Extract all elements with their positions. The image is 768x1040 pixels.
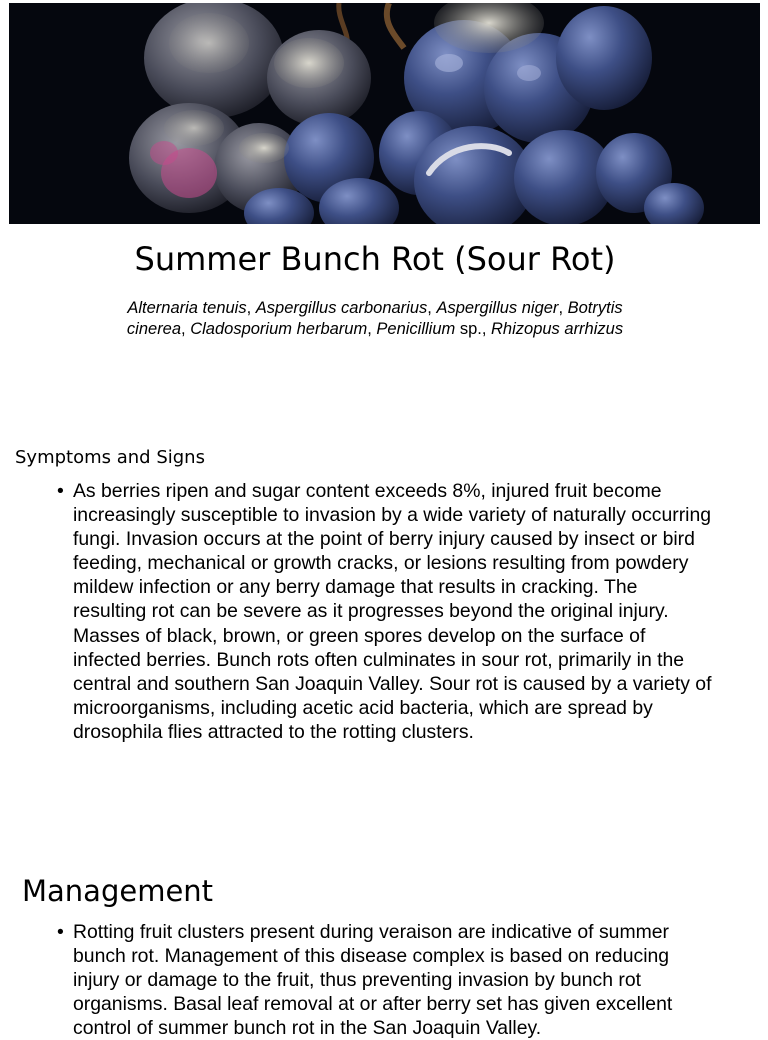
pathogen-name: Penicillium	[376, 320, 456, 338]
separator: ,	[181, 320, 191, 338]
separator: ,	[558, 299, 568, 317]
management-text: Rotting fruit clusters present during veraison are indicative of summer bunch rot. Management of this disease complex is based on reducing injury or damage to the fruit, thus preventing invasion by bunch rot organisms. Basal leaf removal at or after berry set has given excellent control of summer bunch rot in the San Joaquin Valley.	[73, 921, 673, 1040]
symptoms-bullet	[57, 479, 713, 744]
separator: ,	[367, 320, 377, 338]
grape-cluster-photo	[9, 3, 760, 224]
separator: sp.,	[455, 320, 492, 338]
pathogen-list	[100, 298, 650, 340]
symptoms-text: As berries ripen and sugar content exceeds 8%, injured fruit become increasingly susceptible to invasion by a wide variety of naturally occurring fungi. Invasion occurs at the point of berry injury caused by insect or bird feeding, mechanical or growth cracks, or lesions resulting from powdery mildew infection or any berry damage that results in cracking. The resulting rot can be severe as it progresses beyond the original injury. Masses of black, brown, or green spores develop on the surface of infected berries. Bunch rots often culminates in sour rot, primarily in the central and southern San Joaquin Valley. Sour rot is caused by a variety of microorganisms, including acetic acid bacteria, which are spread by drosophila flies attracted to the rotting clusters.	[73, 480, 712, 743]
page-title: Summer Bunch Rot (Sour Rot)	[134, 240, 616, 278]
separator: ,	[427, 299, 437, 317]
pathogen-name: Aspergillus niger	[436, 299, 559, 317]
pathogen-name: Alternaria tenuis	[127, 299, 247, 317]
management-heading: Management	[22, 874, 214, 908]
separator: ,	[246, 299, 256, 317]
pathogen-name: Rhizopus arrhizus	[491, 320, 624, 338]
pathogen-name: Cladosporium herbarum	[190, 320, 368, 338]
pathogen-name: Aspergillus carbonarius	[255, 299, 428, 317]
hero-image	[9, 3, 760, 224]
bullet-icon: •	[57, 480, 64, 502]
symptoms-heading: Symptoms and Signs	[15, 447, 205, 468]
pathogen-name: Botrytis cinerea	[126, 299, 623, 338]
management-bullet	[57, 920, 713, 1040]
bullet-icon: •	[57, 921, 64, 943]
